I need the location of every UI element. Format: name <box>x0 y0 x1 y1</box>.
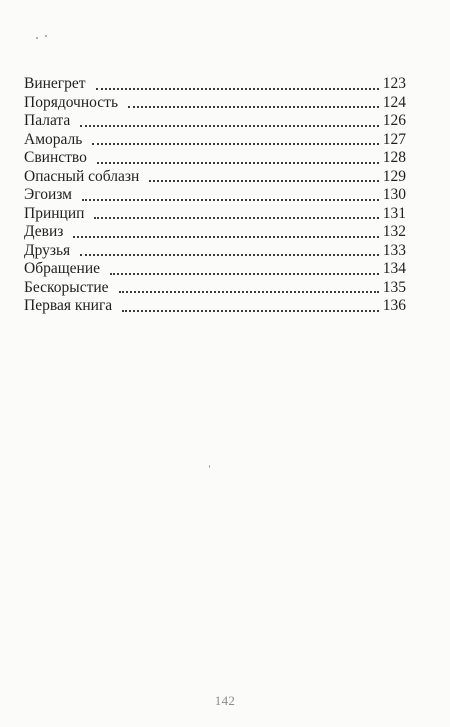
toc-entry-page: 136 <box>382 297 406 314</box>
toc-entry <box>24 242 406 261</box>
toc-entry-page: 127 <box>382 130 406 148</box>
toc-entry <box>24 131 406 150</box>
toc-entry <box>24 223 406 242</box>
toc-entry <box>24 205 406 224</box>
toc-entry-page: 124 <box>382 93 406 111</box>
toc-entry-page: 132 <box>382 223 406 240</box>
toc-entry <box>24 149 406 168</box>
toc-dot-leader <box>80 254 379 256</box>
toc-entry <box>24 94 406 113</box>
toc-entry <box>24 297 406 316</box>
toc-entry-page: 123 <box>382 75 406 92</box>
toc-entry <box>24 168 406 187</box>
toc-entry <box>24 279 406 298</box>
toc-entry-title: Принцип <box>24 204 85 222</box>
toc-dot-leader <box>128 106 379 108</box>
toc-dot-leader <box>92 143 379 145</box>
toc-entry <box>24 75 406 94</box>
toc-dot-leader <box>82 199 379 201</box>
toc-entry-title: Опасный соблазн <box>24 167 140 185</box>
toc-entry-title: Эгоизм <box>24 186 72 203</box>
toc-entry-page: 128 <box>382 149 406 166</box>
toc-entry-title: Бескорыстие <box>24 278 109 296</box>
print-speck <box>209 465 210 468</box>
toc-entry <box>24 186 406 205</box>
toc-entry <box>24 260 406 279</box>
toc-entry-page: 130 <box>382 186 406 203</box>
toc-dot-leader <box>119 291 379 293</box>
toc-entry-title: Палата <box>24 112 71 129</box>
toc-dot-leader <box>73 236 379 238</box>
toc-entry-title: Амораль <box>24 130 83 148</box>
toc-dot-leader <box>149 180 379 182</box>
print-speck <box>36 37 38 39</box>
toc-dot-leader <box>80 125 379 127</box>
page-number: 142 <box>214 693 236 708</box>
toc-entry-page: 126 <box>382 112 406 129</box>
toc-dot-leader <box>96 88 379 90</box>
toc-dot-leader <box>94 217 379 219</box>
toc-dot-leader <box>97 162 379 164</box>
toc-entry-title: Порядочность <box>24 93 119 111</box>
toc-dot-leader <box>110 273 379 275</box>
toc-entry-title: Свинство <box>24 149 87 166</box>
toc-entry <box>24 112 406 131</box>
toc-entry-title: Обращение <box>24 260 100 277</box>
toc-dot-leader <box>122 310 379 312</box>
toc-entry-title: Первая книга <box>24 297 113 314</box>
print-speck <box>45 35 47 37</box>
table-of-contents <box>24 75 406 316</box>
toc-entry-page: 131 <box>382 204 406 222</box>
toc-entry-title: Девиз <box>24 223 64 240</box>
toc-entry-page: 129 <box>382 167 406 185</box>
toc-entry-title: Друзья <box>24 241 71 259</box>
toc-entry-page: 133 <box>382 241 406 259</box>
toc-entry-page: 134 <box>382 260 406 277</box>
toc-entry-title: Винегрет <box>24 75 86 92</box>
toc-entry-page: 135 <box>382 278 406 296</box>
